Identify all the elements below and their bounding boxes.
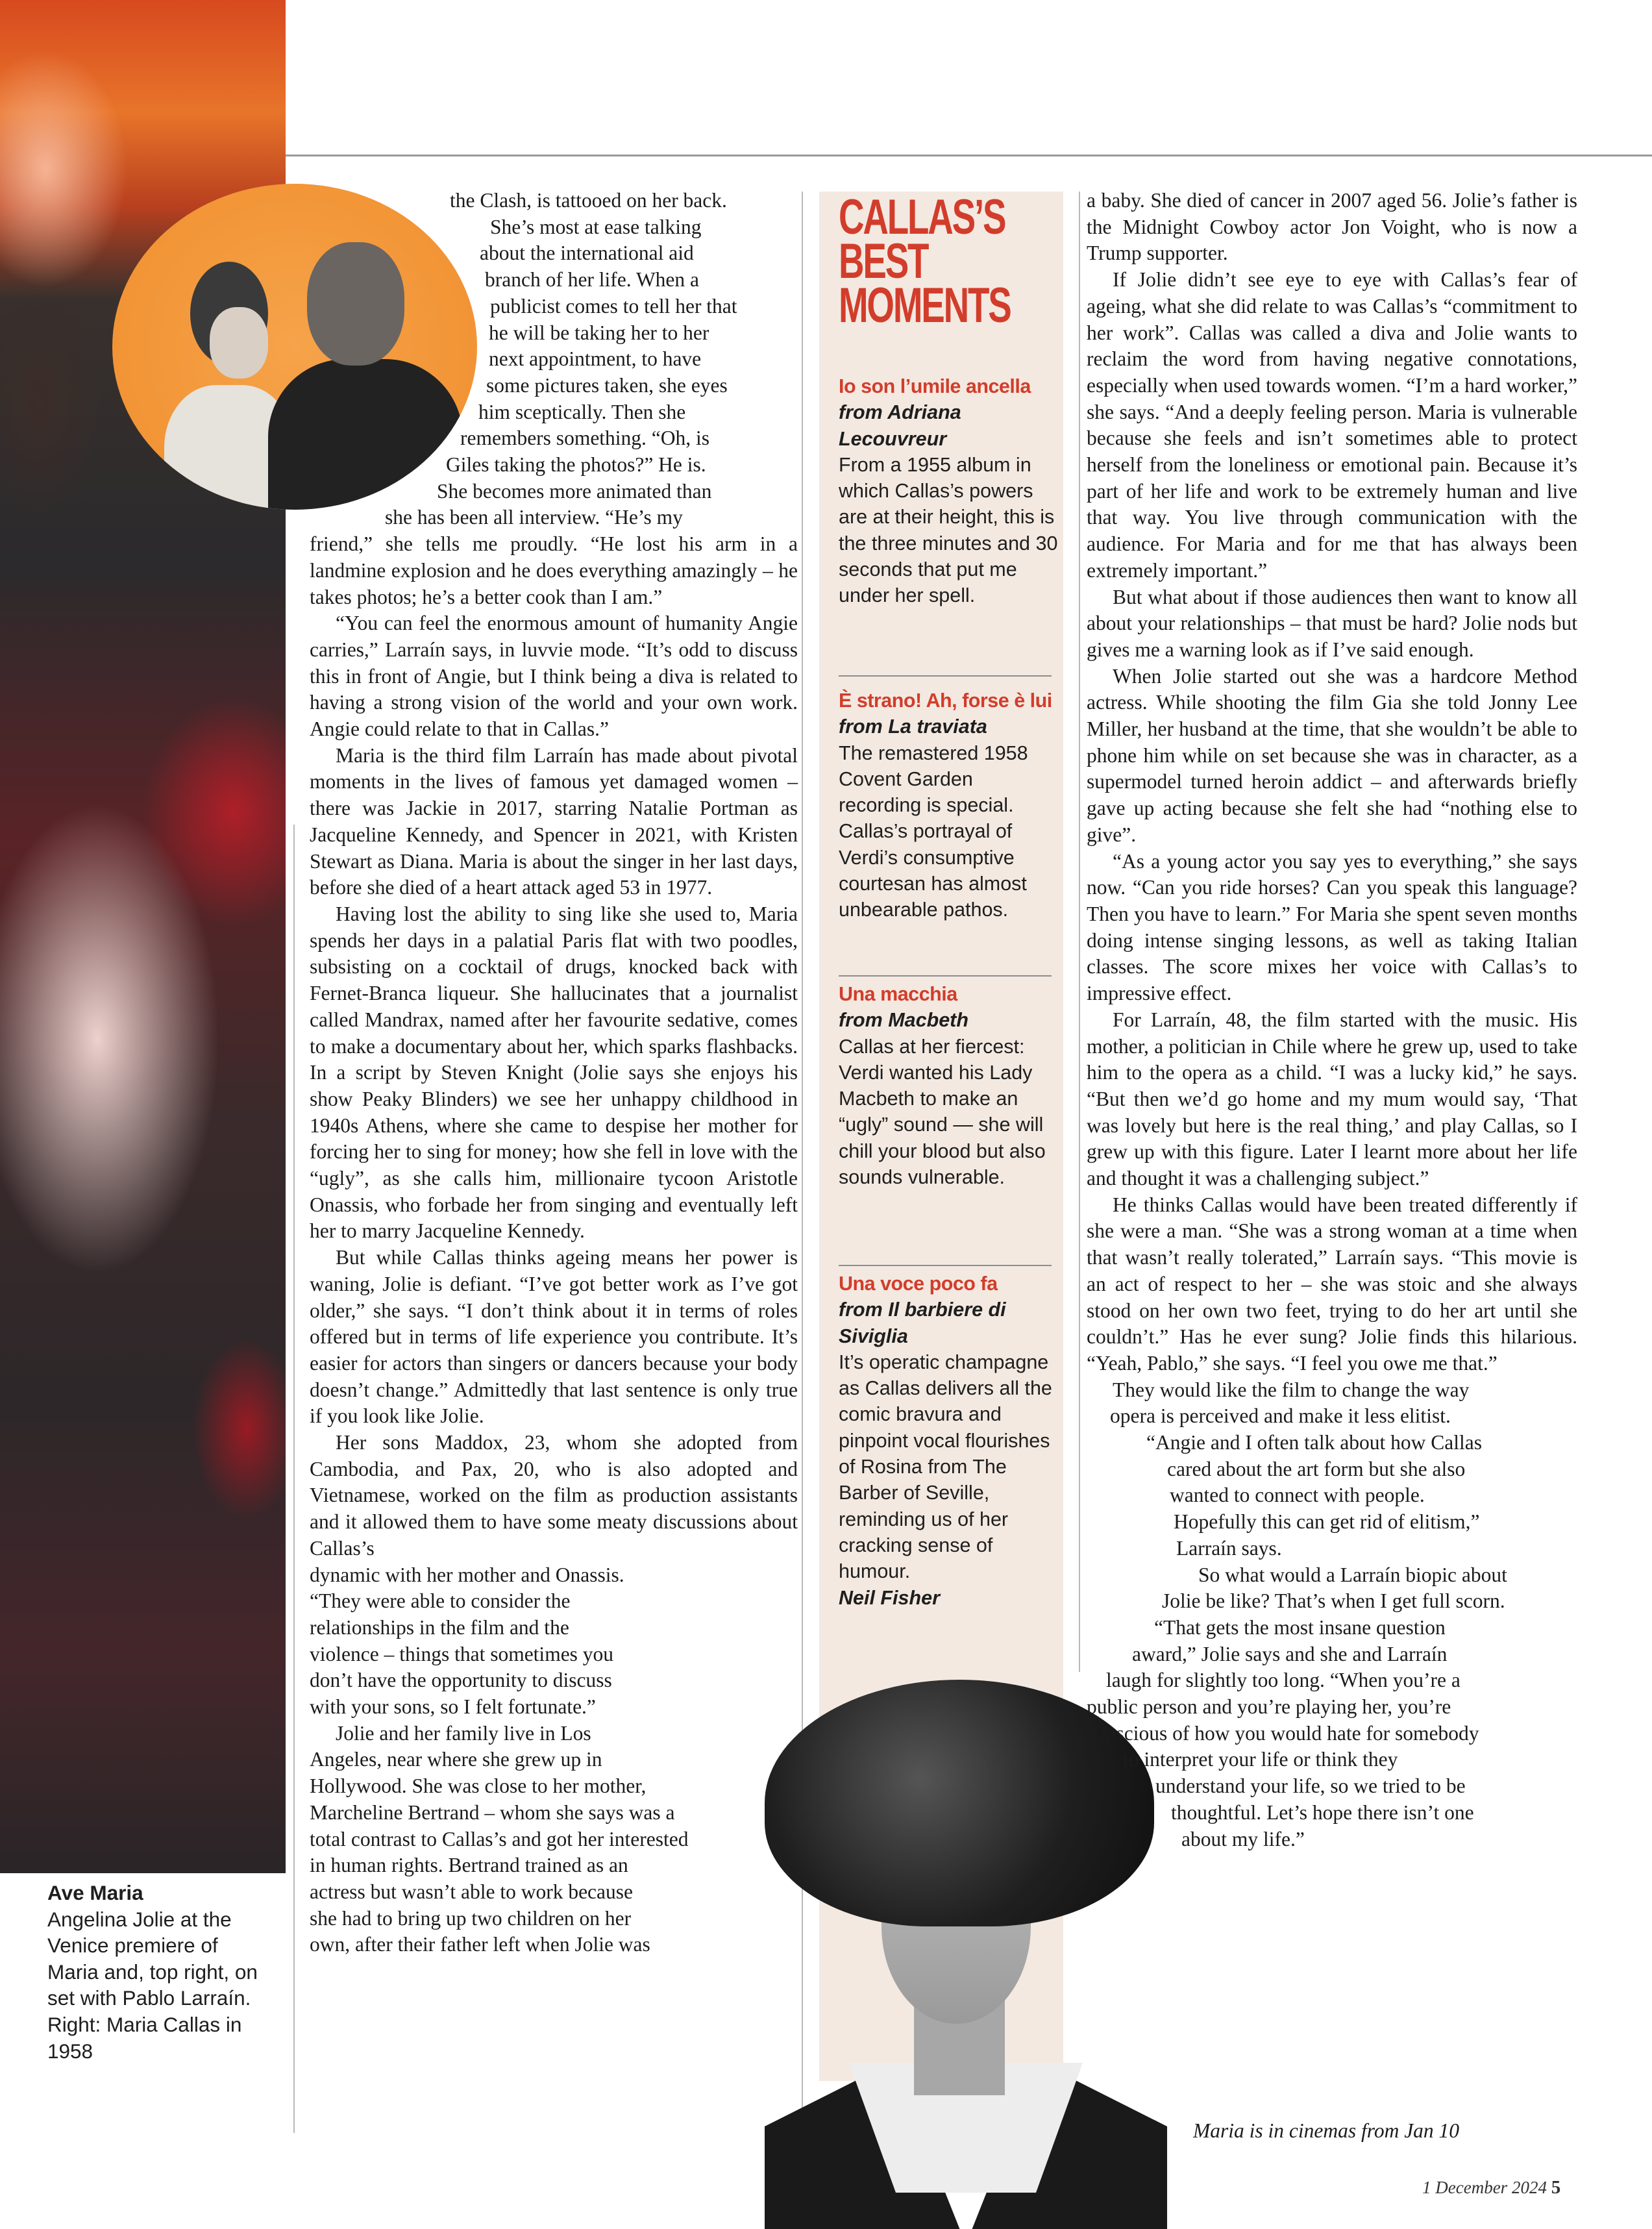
text-line: own, after their father left when Jolie was xyxy=(310,1933,650,1956)
text-line: about the international aid xyxy=(480,242,694,265)
sidebar-item xyxy=(839,373,1059,609)
text-line: Larraín says. xyxy=(1176,1536,1282,1560)
sidebar-item-title: Una voce poco fa xyxy=(839,1273,998,1295)
text-line: some pictures taken, she eyes xyxy=(486,373,728,397)
text-line: him sceptically. Then she xyxy=(478,400,686,423)
text-line: actress but wasn’t able to work because xyxy=(310,1880,634,1903)
text-line: Giles taking the photos?” He is. xyxy=(446,453,706,477)
sidebar-title xyxy=(839,190,1011,333)
sidebar-item-title: È strano! Ah, forse è lui xyxy=(839,690,1052,712)
text-line: branch of her life. When a xyxy=(485,268,700,292)
text-line: Marcheline Bertrand – whom she says was a xyxy=(310,1800,675,1824)
sidebar-item-source: from Macbeth xyxy=(839,1009,968,1032)
text-line: wanted to connect with people. xyxy=(1170,1484,1425,1507)
text-line: don’t have the opportunity to discuss xyxy=(310,1669,612,1692)
paragraph-young-actor: “As a young actor you say yes to everything,” she says now. “Can you ride horses? Can you speak this language? Then you have to learn.” For Maria she spent seven months doing intense singing lessons, as well as taking Italian classes. The score mixes her voice with Callas’s to impressive effect. xyxy=(1087,849,1577,1005)
caption-text: Angelina Jolie at the Venice premiere of Maria and, top right, on set with Pablo Larraín. Right: Maria Callas in 1958 xyxy=(47,1907,258,2063)
text-line: She’s most at ease talking xyxy=(490,215,702,238)
text-line: publicist comes to tell her that xyxy=(490,294,737,318)
sidebar-item-title: Io son l’umile ancella xyxy=(839,375,1031,397)
sidebar-item-title: Una macchia xyxy=(839,983,957,1005)
text-line: Jolie be like? That’s when I get full scorn. xyxy=(1162,1589,1505,1613)
paragraph-commitment: If Jolie didn’t see eye to eye with Callas’s fear of ageing, what she did relate to was Callas’s “commitment to her work”. Callas was called a diva and Jolie wants to reclaim the word from having negative connotations, especially when used towards women. “I’m a hard worker,” she says. “And a deeply feeling person. Maria is vulnerable because she feels and isn’t sometimes able to protect herself from the loneliness or emotional pain. Because it’s part of her life and work to be extremely human and live that way. You live through communication with the audience. For Maria and for me that has always been extremely important.” xyxy=(1087,268,1577,582)
paragraph-third-film: Maria is the third film Larraín has made about pivotal moments in the lives of famous yet damaged women – there was Jackie in 2017, starring Natalie Portman as Jacqueline Kennedy, and Spencer in 2021, with Kristen Stewart as Diana. Maria is about the singer in her last days, before she died of a heart attack aged 53 in 1977. xyxy=(310,743,798,899)
sidebar-item-text: Callas at her fiercest: Verdi wanted his Lady Macbeth to make an “ugly” sound — she will chill your blood but also sounds vulnerable. xyxy=(839,1035,1046,1189)
sidebar-item-text: The remastered 1958 Covent Garden recording is special. Callas’s portrayal of Verdi’s consumptive courtesan has almost unbearable pathos. xyxy=(839,741,1028,921)
text-line: They would like the film to change the way xyxy=(1113,1378,1470,1401)
text-line: public person and you’re playing her, you’re xyxy=(1087,1695,1451,1719)
photo-caption xyxy=(47,1880,268,2064)
sidebar-rule xyxy=(839,975,1052,977)
caption-title: Ave Maria xyxy=(47,1881,143,1904)
paragraph-relationships: But what about if those audiences then want to know all about your relationships – that must be hard? Jolie nods but gives me a warning look as if I’ve said enough. xyxy=(1087,585,1577,661)
column-1 xyxy=(310,188,803,1958)
text-line: about my life.” xyxy=(1181,1827,1305,1850)
sidebar-rule xyxy=(839,1265,1052,1266)
sidebar-title-line: MOMENTS xyxy=(839,278,1011,333)
paragraph-baby: a baby. She died of cancer in 2007 aged 56. Jolie’s father is the Midnight Cowboy actor Jon Voight, who is now a Trump supporter. xyxy=(1087,189,1577,265)
text-line: she had to bring up two children on her xyxy=(310,1906,632,1930)
text-line: “That gets the most insane question xyxy=(1154,1615,1446,1639)
text-line: Hopefully this can get rid of elitism,” xyxy=(1174,1510,1480,1534)
text-line: thoughtful. Let’s hope there isn’t one xyxy=(1171,1800,1474,1824)
text-line: remembers something. “Oh, is xyxy=(460,427,710,450)
release-date-note: Maria is in cinemas from Jan 10 xyxy=(1193,2119,1460,2142)
text-line: So what would a Larraín biopic about xyxy=(1198,1563,1507,1586)
text-line: dynamic with her mother and Onassis. xyxy=(310,1563,624,1586)
column-rule-2 xyxy=(1079,192,1080,1672)
text-line: relationships in the film and the xyxy=(310,1615,569,1639)
text-line: she has been all interview. “He’s my xyxy=(385,506,683,529)
paragraph-method: When Jolie started out she was a hardcore Method actress. While shooting the film Gia she told Jonny Lee Miller, her husband at the time, that she wouldn’t be able to phone him while on set because she was in character, as a supermodel turned heroin addict – and afterwards briefly gave up acting because she felt she had “nothing else to give”. xyxy=(1087,664,1577,846)
text-line: violence – things that sometimes you xyxy=(310,1642,614,1665)
sidebar-item-source: from Adriana Lecouvreur xyxy=(839,401,961,450)
paragraph-humanity: “You can feel the enormous amount of humanity Angie carries,” Larraín says, in luvvie mode. “It’s odd to discuss this in front of Angie, but I think being a diva is related to having a strong vision of the world and your own work. Angie could relate to that in Callas.” xyxy=(310,612,798,741)
text-line: Angeles, near where she grew up in xyxy=(310,1748,602,1771)
paragraph-sons: Her sons Maddox, 23, whom she adopted from Cambodia, and Pax, 20, who is also adopted and Vietnamese, worked on the film as production assistants and it allowed them to have some meaty discussions about Callas’s xyxy=(310,1431,798,1560)
top-rule xyxy=(286,155,1652,156)
paragraph-ageing: But while Callas thinks ageing means her power is waning, Jolie is defiant. “I’ve got better work as I’ve got older,” she says. “I don’t think about it in terms of roles offered but in terms of life experience you contribute. It’s easier for actors than singers or dancers because your body doesn’t change.” Admittedly that last sentence is only true if you look like Jolie. xyxy=(310,1246,798,1428)
text-line: She becomes more animated than xyxy=(437,479,712,503)
text-line: understand your life, so we tried to be xyxy=(1155,1774,1466,1798)
text-line: conscious of how you would hate for somebody xyxy=(1087,1721,1479,1745)
column-rule-left xyxy=(293,825,295,2133)
paragraph-having-lost: Having lost the ability to sing like she used to, Maria spends her days in a palatial Paris flat with two poodles, subsisting on a cocktail of drugs, knocked back with Fernet-Branca liqueur. She hallucinates that a journalist called Mandrax, named after her favourite sedative, comes to make a documentary about her, which sparks flashbacks. In a script by Steven Knight (Jolie says she enjoys his show Peaky Blinders) we see her unhappy childhood in 1940s Athens, where she came to despise her mother for forcing her to sing for money; how she fell in love with the “ugly”, as she calls him, millionaire tycoon Aristotle Onassis, who forbade her from singing and eventually left her to marry Jacqueline Kennedy. xyxy=(310,902,798,1243)
sidebar-item-source: from La traviata xyxy=(839,716,987,738)
issue-date: 1 December 2024 xyxy=(1422,2178,1547,2197)
text-line: in human rights. Bertrand trained as an xyxy=(310,1854,628,1877)
sidebar-byline: Neil Fisher xyxy=(839,1586,940,1609)
text-line: laugh for slightly too long. “When you’re a xyxy=(1106,1669,1461,1692)
paragraph-treated-differently: He thinks Callas would have been treated differently if she were a man. “She was a strong woman at a time when that wasn’t really tolerated,” Larraín says. “This movie is an act of respect to her – she was stoic and she always stood on her own two feet, trying to do her art until she couldn’t.” Has he ever sung? Jolie finds this hilarious. “Yeah, Pablo,” she says. “I feel you owe me that.” xyxy=(1087,1193,1577,1375)
text-line: “Angie and I often talk about how Callas xyxy=(1146,1431,1482,1454)
page-folio xyxy=(1422,2176,1560,2199)
column-3 xyxy=(1087,188,1580,1852)
text-line: Jolie and her family live in Los xyxy=(336,1721,591,1745)
text-line: he will be taking her to her xyxy=(489,321,709,344)
sidebar-item-text: It’s operatic champagne as Callas delivers all the comic bravura and pinpoint vocal flourishes of Rosina from The Barber of Seville, reminding us of her cracking sense of humour. xyxy=(839,1351,1052,1583)
sidebar-item xyxy=(839,981,1059,1190)
page-number: 5 xyxy=(1551,2177,1561,2198)
text-line: the Clash, is tattooed on her back. xyxy=(450,189,727,212)
paragraph-friend: friend,” she tells me proudly. “He lost his arm in a landmine explosion and he does everything amazingly – he takes photos; he’s a better cook than I am.” xyxy=(310,532,798,608)
sidebar-title-line: CALLAS’S xyxy=(839,190,1005,245)
sidebar-item-text: From a 1955 album in which Callas’s powers are at their height, this is the three minutes and 30 seconds that put me under her spell. xyxy=(839,453,1058,607)
sidebar-title-line: BEST xyxy=(839,234,928,289)
sidebar-item xyxy=(839,688,1059,923)
sidebar-item-source: from Il barbiere di Siviglia xyxy=(839,1299,1006,1347)
text-line: to interpret your life or think they xyxy=(1123,1748,1398,1771)
text-line: “They were able to consider the xyxy=(310,1589,571,1613)
text-line: next appointment, to have xyxy=(489,347,702,371)
sidebar-item xyxy=(839,1271,1059,1611)
text-line: cared about the art form but she also xyxy=(1167,1457,1466,1480)
paragraph-larrain-music: For Larraín, 48, the film started with the music. His mother, a politician in Chile where he grew up, used to take him to the opera as a child. “I was a lucky kid,” he says. “But then we’d go home and my mum would say, ‘That was lovely but here is the real thing,’ and play Callas, so I grew up with this figure. Later I learnt more about her life and thought it was a challenging subject.” xyxy=(1087,1008,1577,1190)
text-line: Hollywood. She was close to her mother, xyxy=(310,1774,647,1798)
sidebar-rule xyxy=(839,675,1052,677)
text-line: total contrast to Callas’s and got her interested xyxy=(310,1827,689,1850)
text-line: with your sons, so I felt fortunate.” xyxy=(310,1695,596,1719)
text-line: award,” Jolie says and she and Larraín xyxy=(1132,1642,1448,1665)
text-line: opera is perceived and make it less elitist. xyxy=(1110,1404,1451,1428)
